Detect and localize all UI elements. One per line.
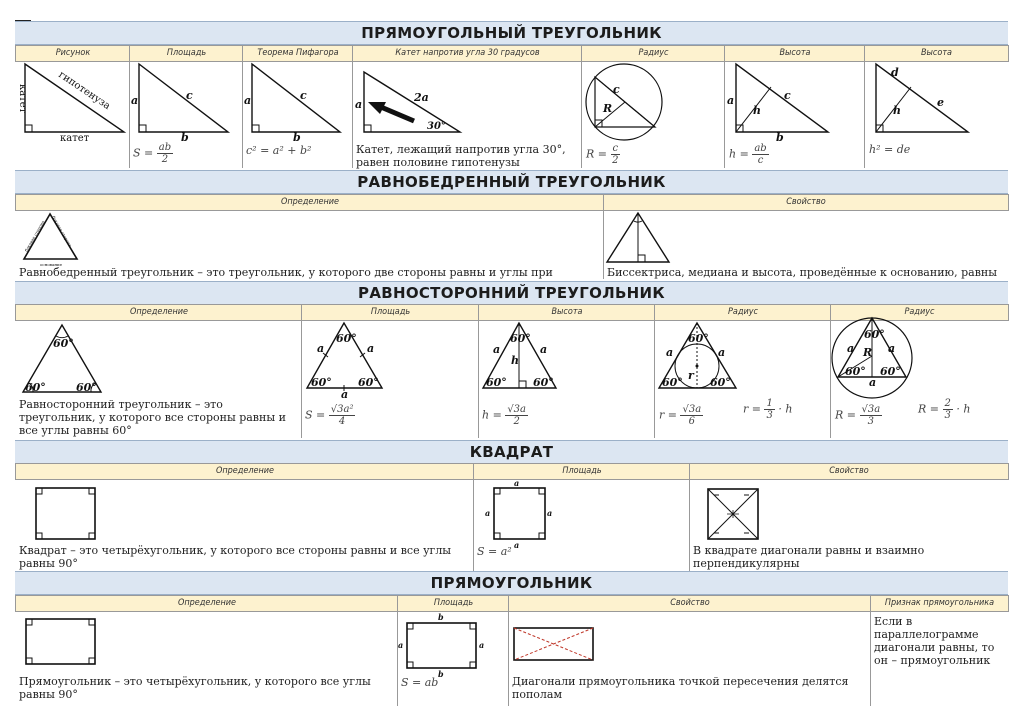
svg-text:60°: 60° [76,381,97,394]
svg-text:c: c [186,89,193,102]
svg-text:a: a [540,343,548,356]
svg-text:h: h [753,104,761,117]
header-figure: Рисунок [15,45,130,62]
svg-text:a: a [888,342,896,355]
section-title-right-triangle: ПРЯМОУГОЛЬНЫЙ ТРЕУГОЛЬНИК [15,21,1008,45]
svg-text:60°: 60° [688,332,709,345]
svg-text:R: R [603,102,613,115]
svg-text:60°: 60° [662,376,683,389]
svg-text:e: e [937,96,944,109]
section-title-isosceles: РАВНОБЕДРЕННЫЙ ТРЕУГОЛЬНИК [15,170,1008,194]
svg-text:30°: 30° [427,121,446,132]
svg-text:a: a [493,343,501,356]
svg-text:b: b [438,612,444,622]
header-rect-definition: Определение [15,595,398,612]
header-eq-inradius: Радиус [654,304,831,321]
svg-text:60°: 60° [53,337,74,350]
svg-text:a: a [355,98,363,111]
radius-formula: R = $\frac{c}{2}$ [586,143,619,166]
header-area: Площадь [129,45,243,62]
isosceles-property-text: Биссектриса, медиана и высота, проведённые к основанию, равны [607,266,997,279]
equilateral-circumradius-h-formula: R = $\frac{2}{3}$ · h [918,398,971,421]
svg-text:60°: 60° [710,376,731,389]
svg-text:a: a [367,342,375,355]
header-rect-property: Свойство [508,595,871,612]
svg-text:a: a [244,94,252,107]
svg-text:a: a [869,376,877,389]
svg-text:60°: 60° [845,365,866,378]
svg-text:боковая сторона: боковая сторона [51,215,73,248]
svg-text:боковая сторона: боковая сторона [23,219,46,253]
svg-text:a: a [485,508,491,518]
section-title-rectangle: ПРЯМОУГОЛЬНИК [15,571,1008,595]
equilateral-circumradius-formula: R = $\frac{√3a}{3}$ [835,404,881,427]
svg-text:a: a [514,540,520,550]
svg-text:b: b [293,131,301,144]
svg-text:a: a [847,342,855,355]
svg-text:60°: 60° [533,376,554,389]
svg-text:60°: 60° [358,376,379,389]
equilateral-height-formula: h = $\frac{√3a}{2}$ [482,404,527,427]
svg-text:c: c [613,83,620,96]
pythagoras-formula: c² = a² + b² [246,144,312,157]
svg-text:60°: 60° [510,332,531,345]
hypotenuse-label: гипотенуза [56,69,113,113]
svg-text:a: a [547,508,553,518]
svg-text:2a: 2a [414,91,429,104]
svg-text:a: a [718,346,726,359]
svg-text:a: a [341,388,349,401]
svg-text:a: a [131,94,139,107]
header-height-2: Высота [864,45,1009,62]
header-eq-definition: Определение [15,304,302,321]
header-square-property: Свойство [689,463,1009,480]
leg30-text: Катет, лежащий напротив угла 30°, равен половине гипотенузы [356,143,566,169]
rectangle-criterion-text: Если в параллелограмме диагонали равны, то он – прямоугольник [874,615,995,667]
header-rect-area: Площадь [397,595,509,612]
svg-text:c: c [300,89,307,102]
svg-text:b: b [181,131,189,144]
svg-text:a: a [666,346,674,359]
svg-text:60°: 60° [864,328,885,341]
section-title-square: КВАДРАТ [15,440,1008,464]
svg-text:h: h [893,104,901,117]
equilateral-area-formula: S = $\frac{\text{√3a²}}{4}$ [305,404,354,427]
equilateral-definition-text: Равносторонний треугольник – это треугольник, у которого все стороны равны и все углы равны 60° [19,398,286,437]
svg-text:b: b [776,131,784,144]
header-height: Высота [724,45,865,62]
svg-text:a: a [479,640,485,650]
square-property-text: В квадрате диагонали равны и взаимно перпендикулярны [693,544,925,570]
svg-text:a: a [398,640,404,650]
rectangle-property-figure [0,0,1,1]
svg-text:d: d [891,66,899,79]
svg-text:60°: 60° [486,376,507,389]
rectangle-definition-text: Прямоугольник – это четырёхугольник, у которого все углы равны 90° [19,675,371,701]
svg-text:a: a [727,94,735,107]
rectangle-area-formula: S = ab [401,676,439,689]
svg-text:основание: основание [40,262,63,267]
height2-formula: h² = de [869,143,911,156]
area-formula: S = $\frac{ab}{2}$ [133,142,172,165]
header-rect-criterion: Признак прямоугольника [870,595,1009,612]
height-formula: h = $\frac{ab}{c}$ [729,143,767,166]
header-radius: Радиус [581,45,725,62]
header-iso-definition: Определение [15,194,604,211]
svg-text:h: h [511,354,519,367]
section-title-equilateral: РАВНОСТОРОННИЙ ТРЕУГОЛЬНИК [15,281,1008,305]
header-eq-area: Площадь [301,304,479,321]
square-definition-text: Квадрат – это четырёхугольник, у которого все стороны равны и все углы равны 90° [19,544,452,570]
leg-label-horizontal: катет [60,133,90,144]
header-pythagoras: Теорема Пифагора [242,45,353,62]
leg-label-vertical: катет [17,84,28,114]
svg-text:60°: 60° [336,332,357,345]
svg-text:c: c [784,89,791,102]
svg-text:60°: 60° [25,381,46,394]
rectangle-property-text: Диагонали прямоугольника точкой пересечения делятся пополам [512,675,849,701]
svg-text:b: b [438,669,444,679]
header-square-definition: Определение [15,463,474,480]
header-eq-height: Высота [478,304,655,321]
svg-text:a: a [514,478,520,488]
equilateral-inradius-formula: r = $\frac{√3a}{6}$ [659,404,702,427]
svg-text:60°: 60° [311,376,332,389]
header-square-area: Площадь [473,463,690,480]
svg-text:R: R [863,346,873,359]
header-iso-property: Свойство [603,194,1009,211]
equilateral-inradius-h-formula: r = $\frac{1}{3}$ · h [743,398,793,421]
svg-text:60°: 60° [880,365,901,378]
svg-text:r: r [688,369,694,382]
square-area-formula: S = a² [477,545,512,558]
svg-text:a: a [317,342,325,355]
header-leg30: Катет напротив угла 30 градусов [352,45,582,62]
isosceles-definition-text: Равнобедренный треугольник – это треугольник, у которого две стороны равны и углы при [19,266,553,279]
header-eq-circumradius: Радиус [830,304,1009,321]
